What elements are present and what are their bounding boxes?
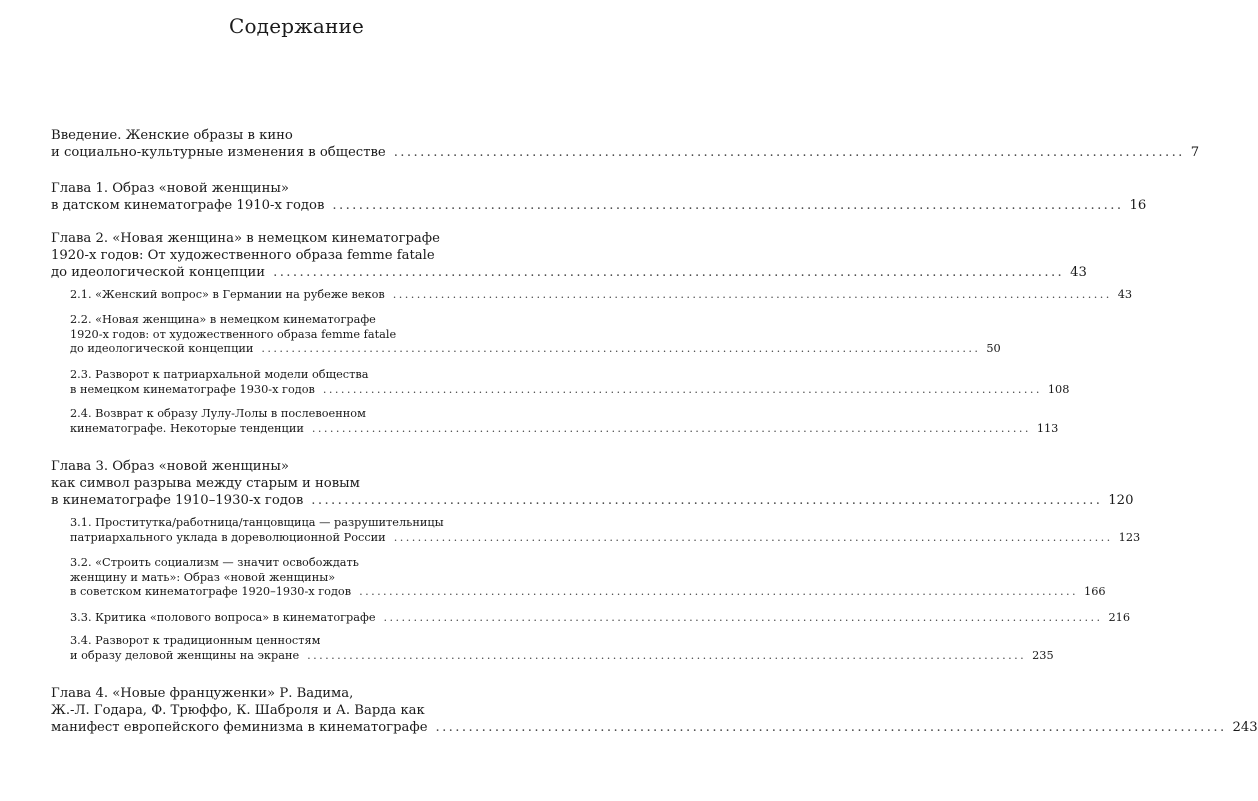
toc-chapter-entry[interactable]	[51, 230, 1087, 281]
leader-dots: ........................................................................................................................	[311, 421, 1031, 435]
toc-line	[70, 648, 1054, 664]
toc-page-number: 166	[1084, 585, 1106, 598]
toc-entry-text: до идеологической концепции	[51, 265, 266, 280]
toc-chapter-entry[interactable]	[51, 685, 1258, 736]
toc-line: 3.4. Разворот к традиционным ценностям	[70, 634, 321, 647]
leader-dots: ........................................................................................................................	[383, 611, 1103, 624]
toc-page-number: 7	[1190, 145, 1200, 160]
toc-line	[70, 421, 1059, 437]
toc-line: 3.2. «Строить социализм — значит освобождать	[70, 556, 359, 569]
toc-entry-text: в кинематографе 1910–1930-х годов	[51, 493, 304, 508]
toc-page-number: 113	[1036, 421, 1059, 435]
leader-dots: ........................................................................................................................	[273, 265, 1065, 280]
toc-subsection-entry[interactable]	[70, 516, 1141, 545]
toc-line	[51, 264, 1087, 281]
toc-line: 2.4. Возврат к образу Лулу-Лолы в послевоенном	[70, 407, 366, 420]
leader-dots: ........................................................................................................................	[311, 493, 1103, 508]
toc-subsection-entry[interactable]	[70, 288, 1133, 303]
toc-line	[70, 382, 1070, 398]
toc-line	[70, 530, 1141, 546]
toc-line: женщину и мать»: Образ «новой женщины»	[70, 570, 336, 584]
leader-dots: ........................................................................................................................	[393, 145, 1185, 160]
toc-entry-text: в датском кинематографе 1910-х годов	[51, 198, 325, 213]
toc-page-number: 50	[986, 342, 1001, 355]
toc-chapter-entry[interactable]	[51, 458, 1134, 509]
toc-entry-text: и образу деловой женщины на экране	[70, 648, 300, 662]
toc-subsection-entry[interactable]	[70, 556, 1106, 600]
toc-page-number: 243	[1232, 720, 1258, 735]
toc-line: Глава 1. Образ «новой женщины»	[51, 181, 289, 196]
toc-line: Глава 3. Образ «новой женщины»	[51, 459, 289, 474]
page-title: Содержание	[228, 14, 365, 38]
toc-line	[51, 144, 1200, 161]
leader-dots: ........................................................................................................................	[392, 288, 1112, 301]
toc-entry-text: и социально-культурные изменения в обществе	[51, 145, 386, 160]
toc-line: 3.1. Проститутка/работница/танцовщица — разрушительницы	[70, 516, 444, 529]
toc-subsection-entry[interactable]	[70, 634, 1054, 663]
toc-entry-text: манифест европейского феминизма в кинематографе	[51, 720, 428, 735]
leader-dots: ........................................................................................................................	[359, 585, 1079, 598]
toc-page-number: 216	[1108, 611, 1131, 624]
toc-page-number: 43	[1117, 288, 1133, 301]
leader-dots: ........................................................................................................................	[332, 198, 1124, 213]
toc-line	[70, 342, 1001, 357]
toc-entry-text: до идеологической концепции	[70, 342, 254, 355]
toc-entry-text: 3.3. Критика «полового вопроса» в кинематографе	[70, 611, 376, 624]
toc-chapter-entry[interactable]	[51, 127, 1200, 161]
toc-page-number: 123	[1118, 530, 1141, 544]
toc-line	[70, 611, 1131, 626]
toc-line	[51, 719, 1258, 736]
toc-line	[70, 288, 1133, 303]
toc-line: 2.2. «Новая женщина» в немецком кинематографе	[70, 313, 376, 326]
toc-line	[51, 197, 1147, 214]
leader-dots: ........................................................................................................................	[393, 530, 1113, 544]
leader-dots: ........................................................................................................................	[322, 382, 1042, 396]
toc-line: 1920-х годов: От художественного образа femme fatale	[51, 248, 435, 263]
toc-line: Введение. Женские образы в кино	[51, 128, 293, 143]
toc-line: 2.3. Разворот к патриархальной модели общества	[70, 368, 369, 381]
toc-page-number: 120	[1108, 493, 1134, 508]
leader-dots: ........................................................................................................................	[261, 342, 981, 355]
toc-chapter-entry[interactable]	[51, 180, 1147, 214]
toc-line: как символ разрыва между старым и новым	[51, 476, 360, 491]
toc-entry-text: патриархального уклада в дореволюционной России	[70, 530, 386, 544]
toc-subsection-entry[interactable]	[70, 611, 1131, 626]
toc-entry-text: 2.1. «Женский вопрос» в Германии на рубеже веков	[70, 288, 385, 301]
leader-dots: ........................................................................................................................	[307, 648, 1027, 662]
toc-line	[70, 585, 1106, 600]
leader-dots: ........................................................................................................................	[435, 720, 1227, 735]
toc-page-number: 108	[1047, 382, 1070, 396]
toc-line	[51, 492, 1134, 509]
toc-line: Глава 4. «Новые француженки» Р. Вадима,	[51, 686, 354, 701]
toc-entry-text: в немецком кинематографе 1930-х годов	[70, 382, 315, 396]
toc-line: Глава 2. «Новая женщина» в немецком кинематографе	[51, 231, 440, 246]
toc-subsection-entry[interactable]	[70, 313, 1001, 357]
toc-line: Ж.-Л. Годара, Ф. Трюффо, К. Шаброля и А. Варда как	[51, 703, 425, 718]
toc-page-number: 235	[1032, 648, 1054, 662]
toc-subsection-entry[interactable]	[70, 407, 1059, 436]
toc-page-number: 43	[1070, 265, 1087, 280]
toc-subsection-entry[interactable]	[70, 368, 1070, 397]
toc-entry-text: кинематографе. Некоторые тенденции	[70, 421, 304, 435]
toc-line: 1920-х годов: от художественного образа femme fatale	[70, 327, 397, 341]
toc-entry-text: в советском кинематографе 1920–1930-х годов	[70, 585, 352, 598]
toc-page-number: 16	[1129, 198, 1147, 213]
